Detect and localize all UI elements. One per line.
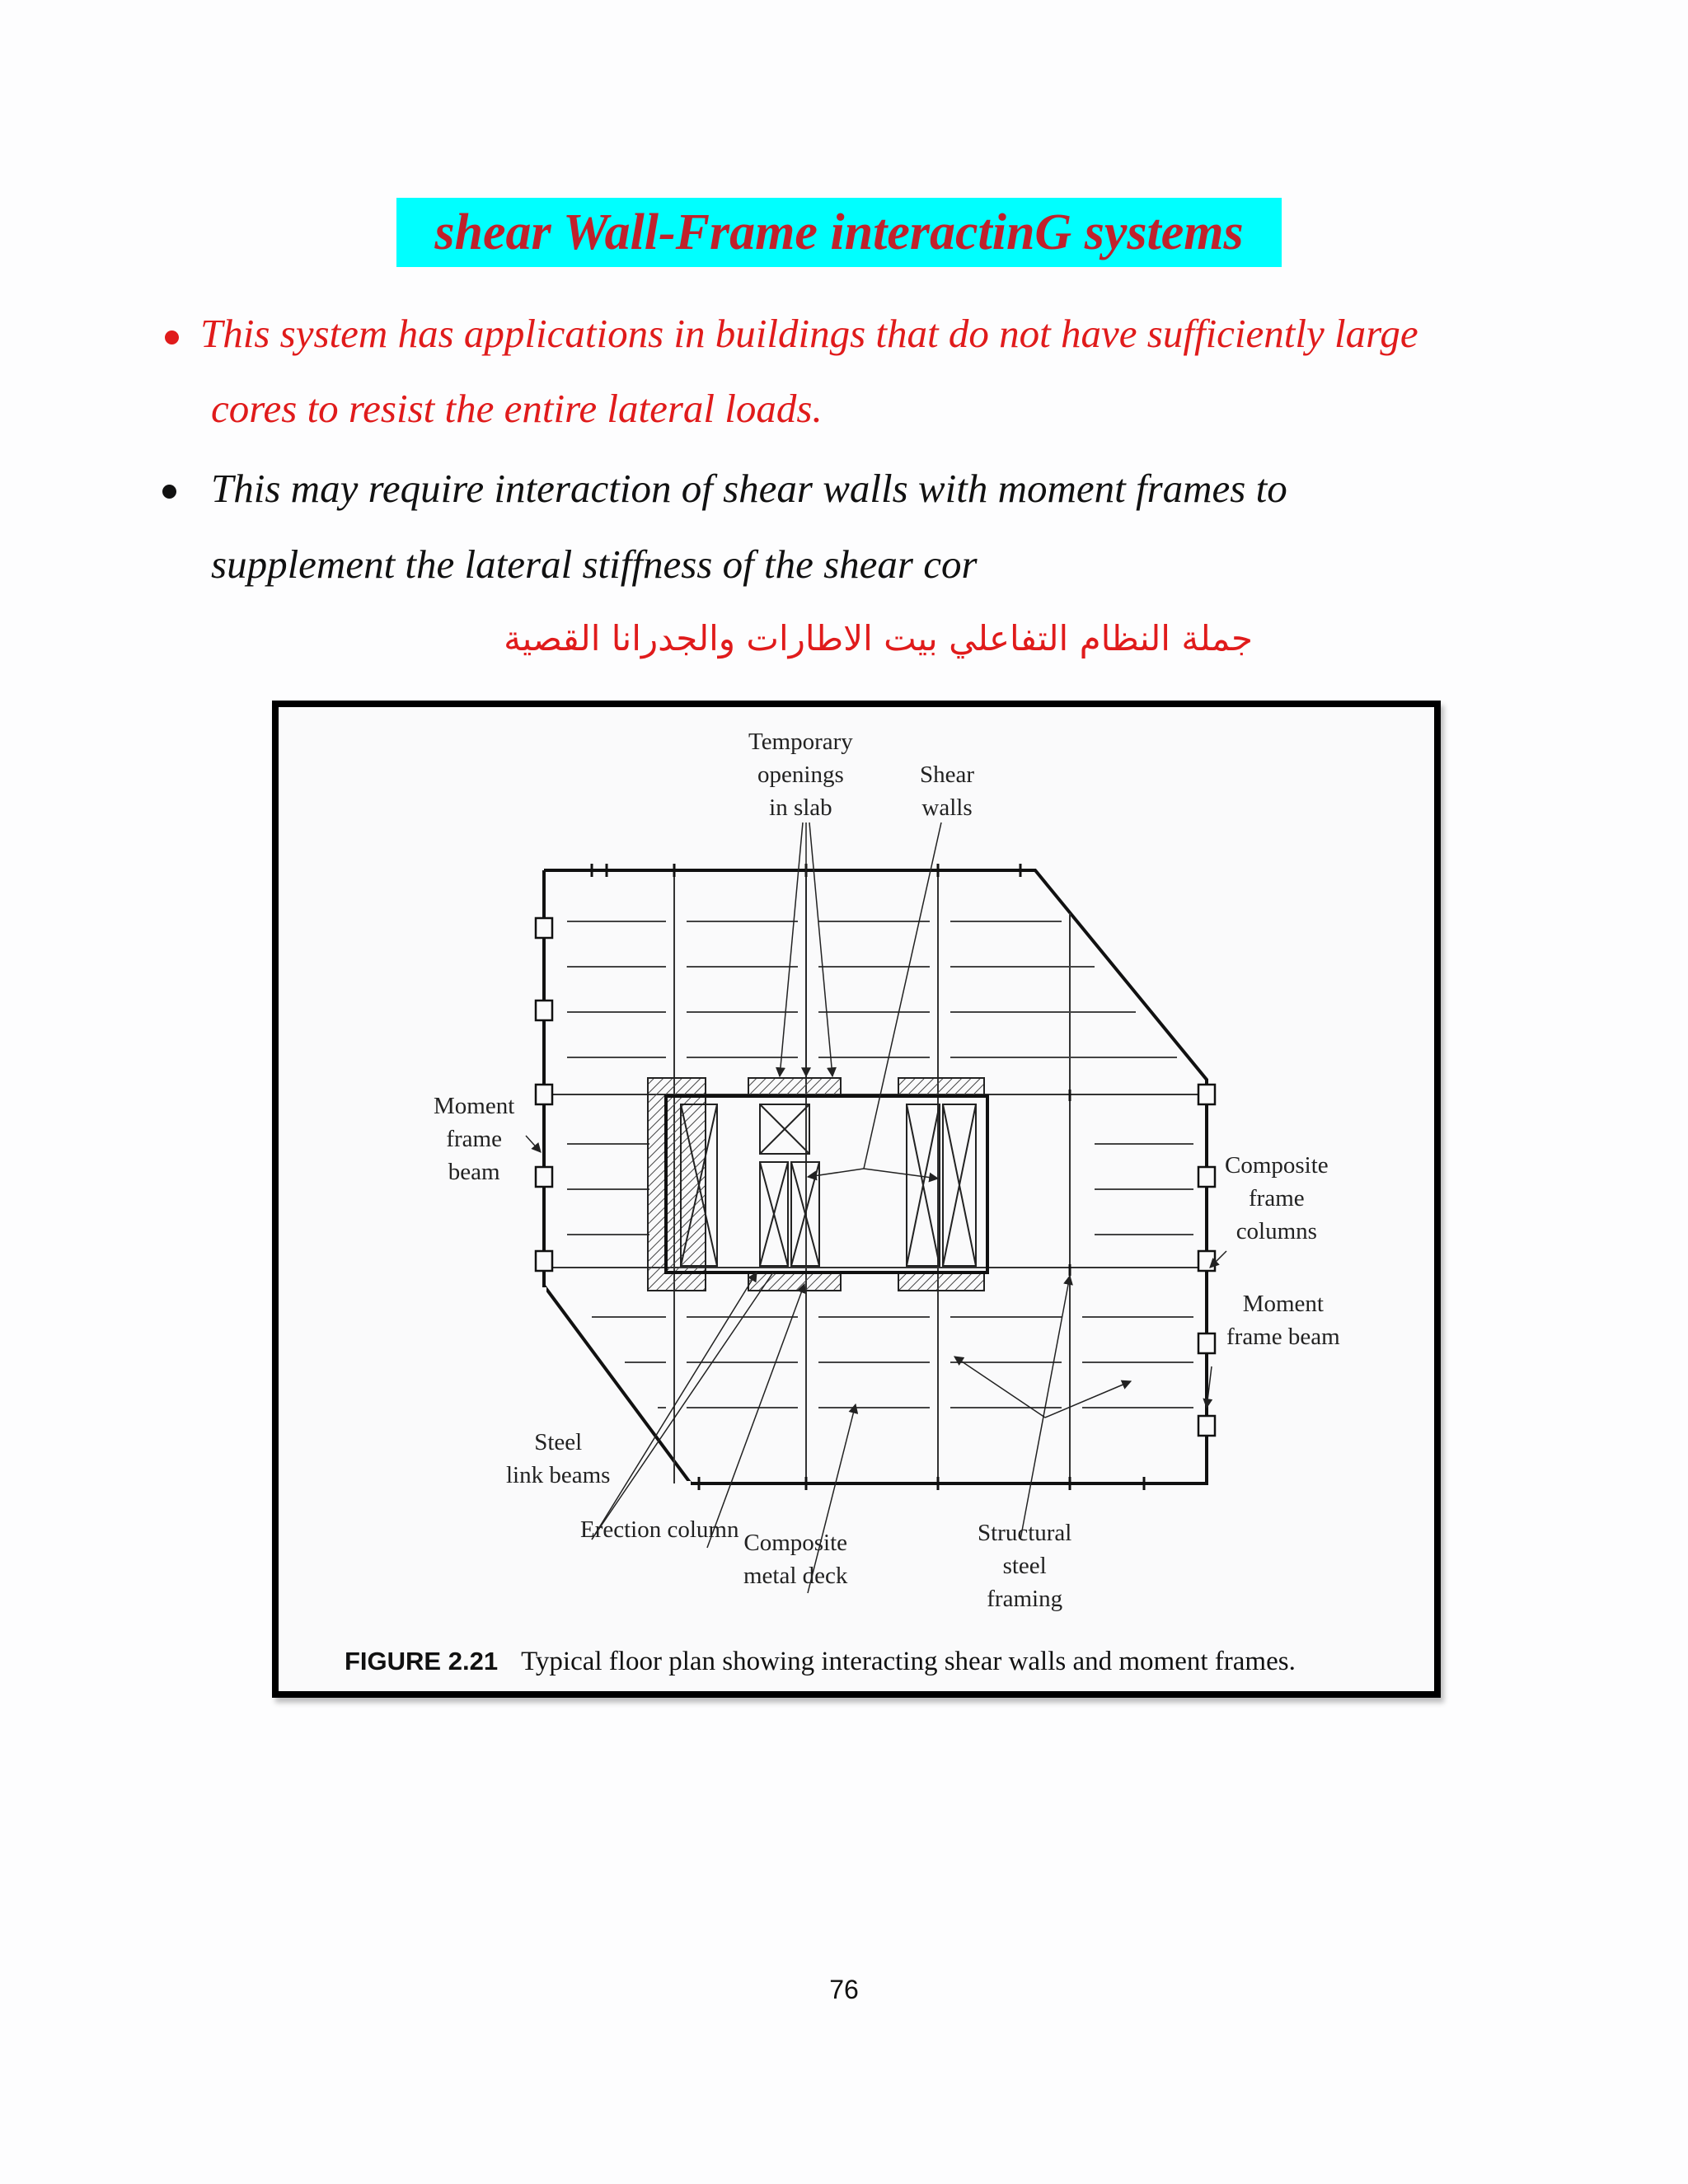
bullet-1-line-1: This system has applications in buildings that do not have sufficiently large [200, 311, 1418, 356]
page-number: 76 [829, 1975, 859, 2004]
figure-frame [272, 701, 1441, 1698]
bullet-dot [165, 330, 179, 344]
label-moment-frame-beam-right: Moment frame beam [1226, 1291, 1340, 1350]
figure-caption [345, 1647, 1296, 1677]
column-symbols [536, 918, 1215, 1436]
label-composite-metal-deck: Composite metal deck [743, 1530, 848, 1589]
figure-caption-text: Typical floor plan showing interacting shear walls and moment frames. [521, 1647, 1296, 1676]
bullet-dot [162, 485, 176, 499]
label-erection-column: Erection column [580, 1516, 739, 1543]
bullet-1-line-2: cores to resist the entire lateral loads. [211, 386, 823, 431]
figure-number: FIGURE 2.21 [345, 1647, 499, 1675]
label-structural-steel-framing: Structural steel framing [978, 1520, 1072, 1612]
label-shear-walls: Shear walls [920, 762, 975, 821]
label-steel-link-beams: Steel link beams [506, 1429, 611, 1488]
bullet-2-line-1: This may require interaction of shear walls with moment frames to [211, 466, 1287, 511]
elevator-shafts [681, 1104, 976, 1266]
page-title: shear Wall-Frame interactinG systems [396, 198, 1282, 267]
label-composite-frame-columns: Composite frame columns [1225, 1152, 1329, 1244]
label-moment-frame-beam-left: Moment frame beam [434, 1093, 515, 1185]
label-temporary-openings: Temporary openings in slab [748, 729, 853, 821]
bullet-2-line-2: supplement the lateral stiffness of the shear cor [211, 541, 978, 587]
arabic-caption: جملة النظام التفاعلي بيت الاطارات والجدرانا القصية [504, 618, 1253, 658]
